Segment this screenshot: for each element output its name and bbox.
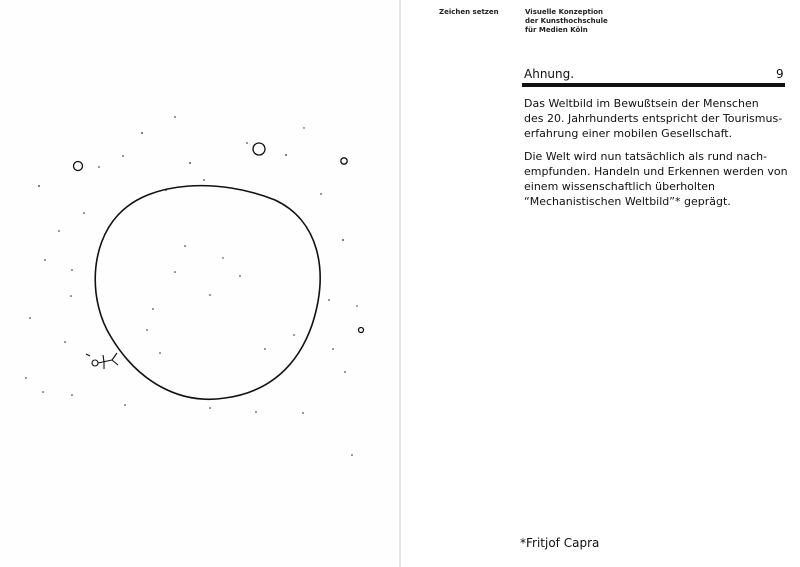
institution-line: für Medien Köln — [525, 26, 588, 34]
left-page — [0, 0, 399, 567]
text-line: erfahrung einer mobilen Gesellschaft. — [524, 127, 733, 140]
text-line: Das Weltbild im Bewußtsein der Menschen — [524, 97, 759, 110]
footnote: *Fritjof Capra — [520, 536, 600, 550]
paragraph-1 — [524, 96, 794, 141]
institution-line: Visuelle Konzeption — [525, 8, 604, 16]
text-line: des 20. Jahrhunderts entspricht der Tourismus- — [524, 112, 783, 125]
paragraph-2 — [524, 149, 794, 209]
globe-illustration — [0, 0, 399, 567]
page-number: 9 — [776, 67, 784, 81]
text-line: einem wissenschaftlich überholten — [524, 180, 716, 193]
globe-outline — [95, 186, 320, 400]
text-line: Die Welt wird nun tatsächlich als rund nach- — [524, 150, 768, 163]
institution-header — [525, 8, 608, 35]
institution-line: der Kunsthochschule — [525, 17, 608, 25]
chapter-title: Ahnung. — [524, 67, 575, 81]
section-label: Zeichen setzen — [439, 8, 499, 16]
small-planets — [74, 143, 364, 333]
stick-figure — [86, 353, 118, 369]
text-line: “Mechanistischen Weltbild”* geprägt. — [524, 195, 731, 208]
text-line: empfunden. Handeln und Erkennen werden von — [524, 165, 788, 178]
title-rule — [522, 83, 785, 87]
stars — [25, 116, 357, 456]
body-text — [524, 96, 794, 217]
